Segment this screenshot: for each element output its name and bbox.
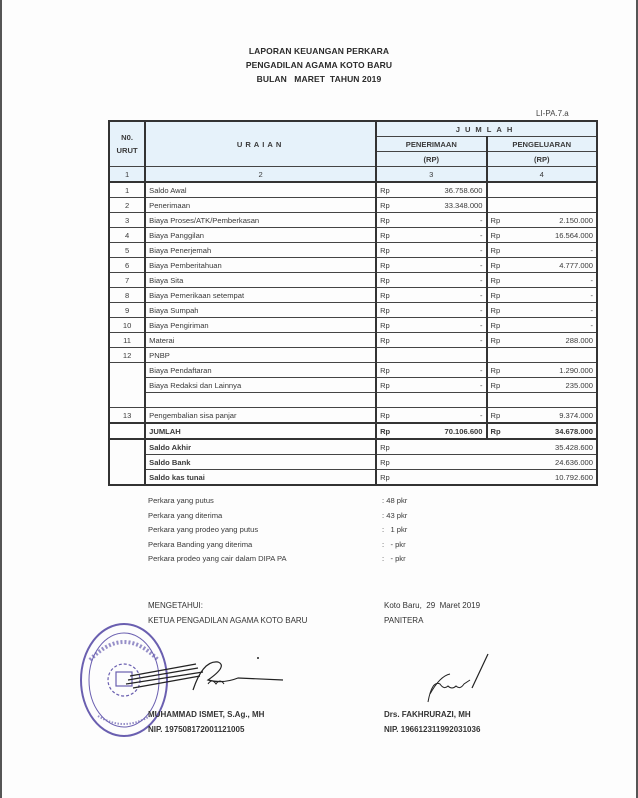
row-uraian: Biaya Proses/ATK/Pemberkasan	[145, 213, 376, 228]
total-out-amount: 34.678.000	[518, 423, 597, 439]
col-number-3: 3	[376, 167, 486, 183]
row-in-amount: -	[407, 228, 486, 243]
row-uraian: Biaya Pemberitahuan	[145, 258, 376, 273]
row-uraian: Biaya Redaksi dan Lainnya	[145, 378, 376, 393]
signature-block-left	[148, 598, 307, 628]
row-out-amount: -	[518, 303, 597, 318]
row-out-amount	[518, 348, 597, 363]
header-pengeluaran: PENGELUARAN	[487, 137, 597, 152]
row-out-currency	[487, 348, 518, 363]
row-in-currency: Rp	[376, 243, 407, 258]
row-uraian: PNBP	[145, 348, 376, 363]
row-out-amount	[518, 393, 597, 408]
total-in-currency: Rp	[376, 423, 407, 439]
signer-right	[384, 707, 480, 737]
row-uraian: Biaya Pemerikaan setempat	[145, 288, 376, 303]
title-line-2: PENGADILAN AGAMA KOTO BARU	[245, 60, 393, 70]
row-no: 13	[109, 408, 145, 424]
header-no-urut	[109, 121, 145, 167]
table-row	[109, 363, 597, 378]
row-out-amount: -	[518, 288, 597, 303]
financial-report-table	[108, 120, 598, 486]
row-out-currency: Rp	[487, 318, 518, 333]
table-row	[109, 288, 597, 303]
table-row	[109, 333, 597, 348]
balance-row-saldo-bank	[109, 455, 597, 470]
row-out-currency: Rp	[487, 243, 518, 258]
table-row	[109, 273, 597, 288]
header-rp-out: (RP)	[487, 152, 597, 167]
row-out-amount: 9.374.000	[518, 408, 597, 424]
row-in-amount	[407, 393, 486, 408]
row-uraian: Biaya Sumpah	[145, 303, 376, 318]
col-number-1: 1	[109, 167, 145, 183]
case-summary	[148, 494, 448, 567]
summary-label: Perkara yang putus	[148, 496, 214, 505]
row-uraian: Biaya Panggilan	[145, 228, 376, 243]
balance-value: 10.792.600	[407, 470, 597, 486]
row-no: 7	[109, 273, 145, 288]
row-in-currency	[376, 348, 407, 363]
table-row	[109, 303, 597, 318]
balance-row-saldo-kas-tunai	[109, 470, 597, 486]
row-out-amount: -	[518, 273, 597, 288]
row-no: 10	[109, 318, 145, 333]
chairman-title: KETUA PENGADILAN AGAMA KOTO BARU	[148, 616, 308, 625]
row-no: 11	[109, 333, 145, 348]
total-in-amount: 70.106.600	[407, 423, 486, 439]
row-uraian: Saldo Awal	[145, 182, 376, 198]
page-border-left	[0, 0, 2, 798]
row-in-amount: -	[407, 303, 486, 318]
table-row	[109, 378, 597, 393]
header-urut: URUT	[116, 146, 138, 155]
row-out-currency: Rp	[487, 363, 518, 378]
clerk-title: PANITERA	[384, 616, 424, 625]
chairman-nip: NIP. 197508172001121005	[148, 725, 245, 734]
report-title	[0, 44, 638, 86]
table-row	[109, 348, 597, 363]
row-in-currency: Rp	[376, 333, 407, 348]
total-label: JUMLAH	[145, 423, 376, 439]
table-row	[109, 318, 597, 333]
clerk-name: Drs. FAKHRURAZI, MH	[384, 710, 471, 719]
row-in-currency	[376, 393, 407, 408]
balance-label: Saldo Bank	[145, 455, 376, 470]
balance-no	[109, 439, 145, 485]
row-out-currency: Rp	[487, 333, 518, 348]
total-out-currency: Rp	[487, 423, 518, 439]
table-row	[109, 182, 597, 198]
balance-currency: Rp	[376, 439, 407, 455]
row-in-amount: -	[407, 378, 486, 393]
row-in-currency: Rp	[376, 378, 407, 393]
row-in-amount: -	[407, 243, 486, 258]
balance-currency: Rp	[376, 470, 407, 486]
row-in-amount: 36.758.600	[407, 182, 486, 198]
row-in-amount: -	[407, 213, 486, 228]
balance-value: 35.428.600	[407, 439, 597, 455]
header-no: N0.	[121, 133, 133, 142]
row-out-amount: 2.150.000	[518, 213, 597, 228]
row-out-amount: 288.000	[518, 333, 597, 348]
row-in-currency: Rp	[376, 363, 407, 378]
row-no: 5	[109, 243, 145, 258]
balance-label: Saldo Akhir	[145, 439, 376, 455]
row-in-amount: -	[407, 363, 486, 378]
signature-right-icon	[420, 650, 510, 710]
place-date: Koto Baru, 29 Maret 2019	[384, 601, 481, 610]
row-no	[109, 363, 145, 408]
row-no: 9	[109, 303, 145, 318]
row-in-amount: -	[407, 408, 486, 424]
signature-left-icon	[108, 650, 308, 700]
table-row	[109, 258, 597, 273]
row-out-amount: 16.564.000	[518, 228, 597, 243]
row-in-amount: -	[407, 273, 486, 288]
row-no: 3	[109, 213, 145, 228]
row-in-currency: Rp	[376, 258, 407, 273]
row-out-currency: Rp	[487, 408, 518, 424]
summary-label: Perkara yang prodeo yang putus	[148, 525, 259, 534]
row-in-currency: Rp	[376, 228, 407, 243]
table-row	[109, 198, 597, 213]
row-out-amount: 1.290.000	[518, 363, 597, 378]
row-in-amount: -	[407, 288, 486, 303]
title-line-1: LAPORAN KEUANGAN PERKARA	[248, 46, 390, 56]
row-out-currency: Rp	[487, 273, 518, 288]
row-out-currency: Rp	[487, 288, 518, 303]
row-in-amount: -	[407, 318, 486, 333]
form-code: LI-PA.7.a	[536, 109, 569, 118]
row-out-currency: Rp	[487, 303, 518, 318]
clerk-nip: NIP. 196612311992031036	[384, 725, 481, 734]
summary-row	[148, 494, 448, 509]
row-in-currency: Rp	[376, 303, 407, 318]
summary-label: Perkara prodeo yang cair dalam DIPA PA	[148, 554, 287, 563]
table-row-blank	[109, 393, 597, 408]
col-number-4: 4	[487, 167, 597, 183]
summary-label: Perkara yang diterima	[148, 510, 223, 520]
row-in-currency: Rp	[376, 213, 407, 228]
summary-label: Perkara Banding yang diterima	[148, 539, 253, 549]
row-out-amount: -	[518, 318, 597, 333]
row-uraian: Biaya Pengiriman	[145, 318, 376, 333]
row-in-currency: Rp	[376, 273, 407, 288]
table-row	[109, 408, 597, 424]
row-no: 2	[109, 198, 145, 213]
header-uraian: URAIAN	[145, 121, 376, 167]
summary-row	[148, 552, 448, 567]
total-row	[109, 423, 597, 439]
balance-label: Saldo kas tunai	[145, 470, 376, 486]
row-out-currency: Rp	[487, 213, 518, 228]
summary-value: : - pkr	[382, 554, 406, 563]
summary-value: : - pkr	[382, 539, 406, 549]
summary-value: : 1 pkr	[382, 525, 408, 534]
row-no: 4	[109, 228, 145, 243]
row-out-currency: Rp	[487, 228, 518, 243]
balance-row-saldo-akhir	[109, 439, 597, 455]
row-uraian: Biaya Pendaftaran	[145, 363, 376, 378]
summary-value: : 43 pkr	[382, 510, 408, 520]
row-in-amount: -	[407, 333, 486, 348]
row-no: 12	[109, 348, 145, 363]
title-line-3: BULAN MARET TAHUN 2019	[256, 74, 382, 84]
row-out-amount	[518, 182, 597, 198]
row-uraian: Biaya Sita	[145, 273, 376, 288]
header-penerimaan: PENERIMAAN	[376, 137, 486, 152]
signature-block-right	[384, 598, 480, 628]
balance-currency: Rp	[376, 455, 407, 470]
balance-value: 24.636.000	[407, 455, 597, 470]
row-out-currency	[487, 182, 518, 198]
acknowledged-label: MENGETAHUI:	[148, 601, 203, 610]
summary-row	[148, 538, 448, 553]
row-out-amount	[518, 198, 597, 213]
row-no: 8	[109, 288, 145, 303]
row-out-amount: 235.000	[518, 378, 597, 393]
row-uraian: Pengembalian sisa panjar	[145, 408, 376, 424]
row-out-amount: -	[518, 243, 597, 258]
table-row	[109, 213, 597, 228]
row-uraian: Materai	[145, 333, 376, 348]
total-no	[109, 423, 145, 439]
summary-row	[148, 523, 448, 538]
summary-value: : 48 pkr	[382, 496, 408, 505]
row-in-currency: Rp	[376, 198, 407, 213]
row-in-currency: Rp	[376, 408, 407, 424]
row-out-currency	[487, 198, 518, 213]
header-jumlah: JUMLAH	[376, 121, 597, 137]
row-no: 1	[109, 182, 145, 198]
row-out-currency: Rp	[487, 378, 518, 393]
row-uraian	[145, 393, 376, 408]
row-out-currency: Rp	[487, 258, 518, 273]
row-uraian: Biaya Penerjemah	[145, 243, 376, 258]
chairman-name: MUHAMMAD ISMET, S.Ag., MH	[148, 710, 265, 719]
row-no: 6	[109, 258, 145, 273]
header-rp-in: (RP)	[376, 152, 486, 167]
signer-left	[148, 707, 264, 737]
row-in-currency: Rp	[376, 318, 407, 333]
table-row	[109, 228, 597, 243]
table-row	[109, 243, 597, 258]
row-in-currency: Rp	[376, 182, 407, 198]
row-in-currency: Rp	[376, 288, 407, 303]
row-in-amount: 33.348.000	[407, 198, 486, 213]
row-out-amount: 4.777.000	[518, 258, 597, 273]
row-in-amount	[407, 348, 486, 363]
col-number-2: 2	[145, 167, 376, 183]
row-out-currency	[487, 393, 518, 408]
row-in-amount: -	[407, 258, 486, 273]
row-uraian: Penerimaan	[145, 198, 376, 213]
summary-row	[148, 509, 448, 524]
